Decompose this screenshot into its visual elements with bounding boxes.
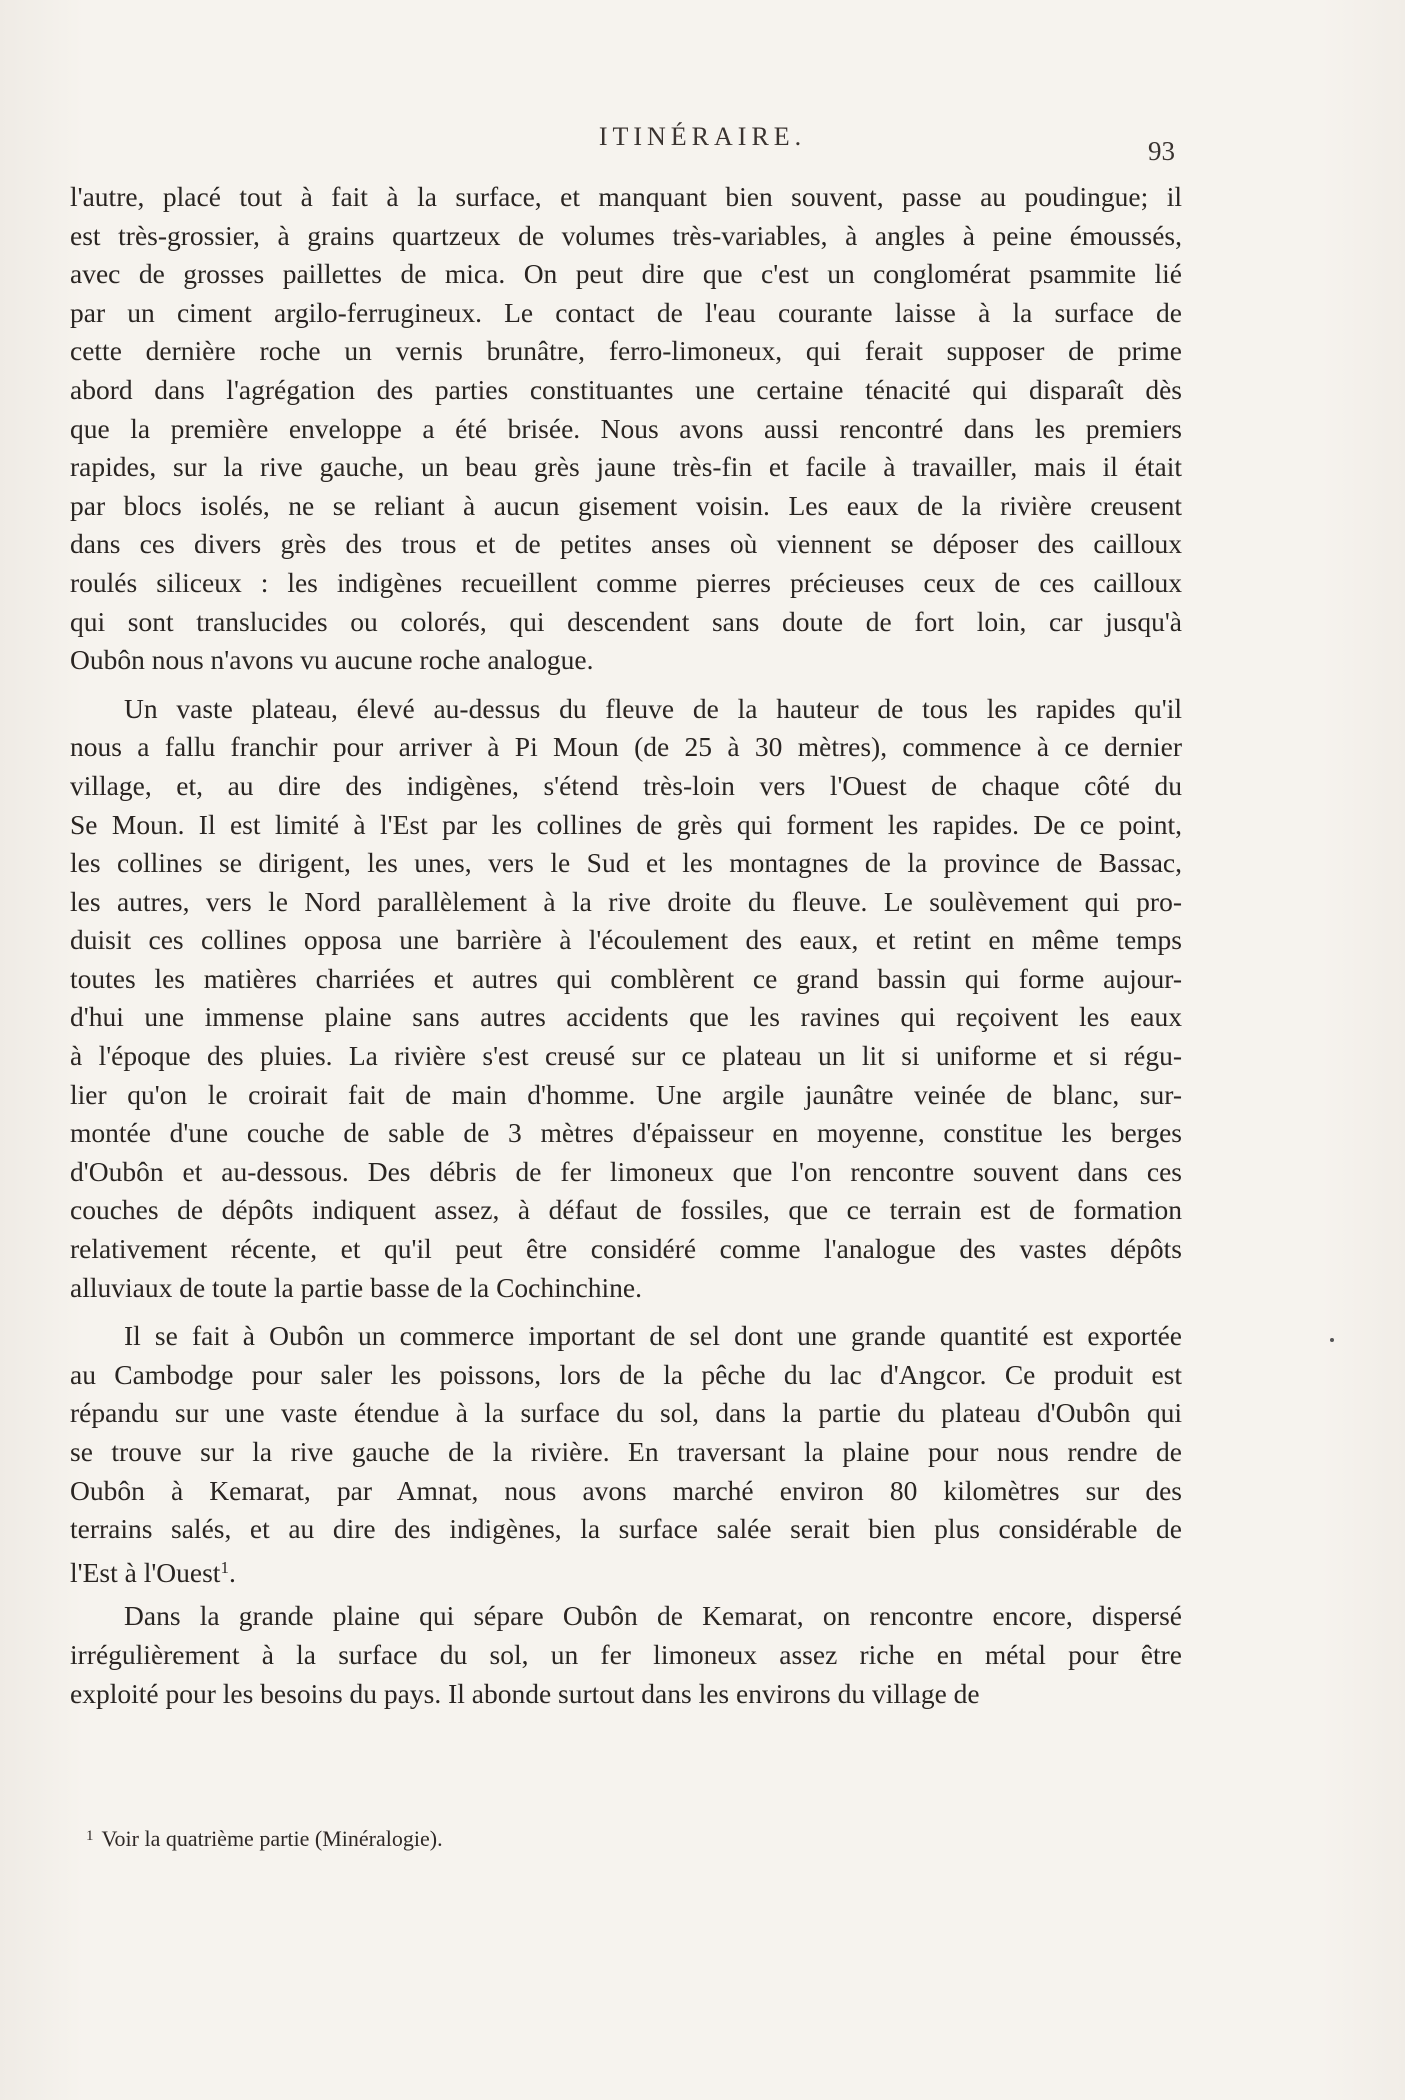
footnote-reference: 1 bbox=[220, 1557, 229, 1577]
text-line: cette dernière roche un vernis brunâtre, ferro-limoneux, qui ferait supposer de prime bbox=[70, 335, 1182, 367]
footnote bbox=[86, 1826, 443, 1852]
text-line: l'autre, placé tout à fait à la surface, et manquant bien souvent, passe au poudingue; il bbox=[70, 181, 1182, 212]
text-line: se trouve sur la rive gauche de la rivière. En traversant la plaine pour nous rendre de bbox=[70, 1436, 1182, 1467]
body-text bbox=[70, 178, 1182, 1723]
text-line: rapides, sur la rive gauche, un beau grès jaune très-fin et facile à travailler, mais il était bbox=[70, 451, 1182, 483]
text-line: à l'époque des pluies. La rivière s'est creusé sur ce plateau un lit si uniforme et si régu- bbox=[70, 1040, 1182, 1072]
text-line: Oubôn à Kemarat, par Amnat, nous avons marché environ 80 kilomètres sur des bbox=[70, 1474, 1182, 1506]
text-line: couches de dépôts indiquent assez, à défaut de fossiles, que ce terrain est de formation bbox=[70, 1194, 1182, 1226]
text-line: duisit ces collines opposa une barrière à l'écoulement des eaux, et retint en même temps bbox=[70, 924, 1182, 956]
footnote-mark: 1 bbox=[86, 1828, 94, 1844]
text-line: les collines se dirigent, les unes, vers le Sud et les montagnes de la province de Bassac, bbox=[70, 847, 1182, 879]
text-line: par blocs isolés, ne se reliant à aucun gisement voisin. Les eaux de la rivière creusent bbox=[70, 489, 1182, 521]
text-line: relativement récente, et qu'il peut être considéré comme l'analogue des vastes dépôts bbox=[70, 1233, 1182, 1265]
paragraph bbox=[70, 178, 1182, 680]
text-line: dans ces divers grès des trous et de petites anses où viennent se déposer des cailloux bbox=[70, 528, 1182, 560]
text-line: que la première enveloppe a été brisée. Nous avons aussi rencontré dans les premiers bbox=[70, 412, 1182, 444]
text-line: d'Oubôn et au-dessous. Des débris de fer limoneux que l'on rencontre souvent dans ces bbox=[70, 1155, 1182, 1187]
paragraph bbox=[70, 1597, 1182, 1713]
text-line: d'hui une immense plaine sans autres accidents que les ravines qui reçoivent les eaux bbox=[70, 1001, 1182, 1033]
paragraph bbox=[70, 1317, 1182, 1587]
text-line: répandu sur une vaste étendue à la surface du sol, dans la partie du plateau d'Oubôn qui bbox=[70, 1397, 1182, 1429]
text-line: est très-grossier, à grains quartzeux de volumes très-variables, à angles à peine émoussés, bbox=[70, 219, 1182, 251]
text-line: montée d'une couche de sable de 3 mètres d'épaisseur en moyenne, constitue les berges bbox=[70, 1117, 1182, 1149]
text-line: par un ciment argilo-ferrugineux. Le contact de l'eau courante laisse à la surface de bbox=[70, 296, 1182, 328]
text-line: Se Moun. Il est limité à l'Est par les collines de grès qui forment les rapides. De ce point, bbox=[70, 808, 1182, 840]
text-line: qui sont translucides ou colorés, qui descendent sans doute de fort loin, car jusqu'à bbox=[70, 605, 1182, 637]
text-line: l'Est à l'Ouest$^1$. bbox=[70, 1556, 236, 1588]
text-line: les autres, vers le Nord parallèlement à la rive droite du fleuve. Le soulèvement qui pro- bbox=[70, 885, 1182, 917]
text-line: irrégulièrement à la surface du sol, un fer limoneux assez riche en métal pour être bbox=[70, 1638, 1182, 1670]
text-line: village, et, au dire des indigènes, s'étend très-loin vers l'Ouest de chaque côté du bbox=[70, 769, 1182, 801]
footnote-text: Voir la quatrième partie (Minéralogie). bbox=[101, 1826, 443, 1851]
text-line: Un vaste plateau, élevé au-dessus du fleuve de la hauteur de tous les rapides qu'il bbox=[124, 692, 1182, 724]
page-number: 93 bbox=[1148, 136, 1175, 166]
text-line: terrains salés, et au dire des indigènes, la surface salée serait bien plus considérable de bbox=[70, 1513, 1182, 1545]
text-line: Oubôn nous n'avons vu aucune roche analogue. bbox=[70, 644, 594, 676]
text-line: au Cambodge pour saler les poissons, lors de la pêche du lac d'Angcor. Ce produit est bbox=[70, 1358, 1182, 1390]
text-line: roulés siliceux : les indigènes recueillent comme pierres précieuses ceux de ces cailloux bbox=[70, 566, 1182, 598]
running-title: ITINÉRAIRE. bbox=[598, 122, 807, 151]
paragraph bbox=[70, 690, 1182, 1308]
stray-mark bbox=[1330, 1338, 1334, 1342]
text-line: abord dans l'agrégation des parties constituantes une certaine ténacité qui disparaît dès bbox=[70, 373, 1182, 405]
text-line: exploité pour les besoins du pays. Il abonde surtout dans les environs du village de bbox=[70, 1677, 980, 1709]
text-line: lier qu'on le croirait fait de main d'homme. Une argile jaunâtre veinée de blanc, sur- bbox=[70, 1078, 1182, 1110]
text-line: avec de grosses paillettes de mica. On peut dire que c'est un conglomérat psammite lié bbox=[70, 258, 1182, 290]
text-line: alluviaux de toute la partie basse de la Cochinchine. bbox=[70, 1271, 642, 1303]
text-line: Dans la grande plaine qui sépare Oubôn de Kemarat, on rencontre encore, dispersé bbox=[124, 1600, 1182, 1632]
text-line: toutes les matières charriées et autres qui comblèrent ce grand bassin qui forme aujour- bbox=[70, 962, 1182, 994]
text-line: Il se fait à Oubôn un commerce important de sel dont une grande quantité est exportée bbox=[124, 1320, 1182, 1352]
text-line: nous a fallu franchir pour arriver à Pi Moun (de 25 à 30 mètres), commence à ce dernier bbox=[70, 731, 1182, 763]
